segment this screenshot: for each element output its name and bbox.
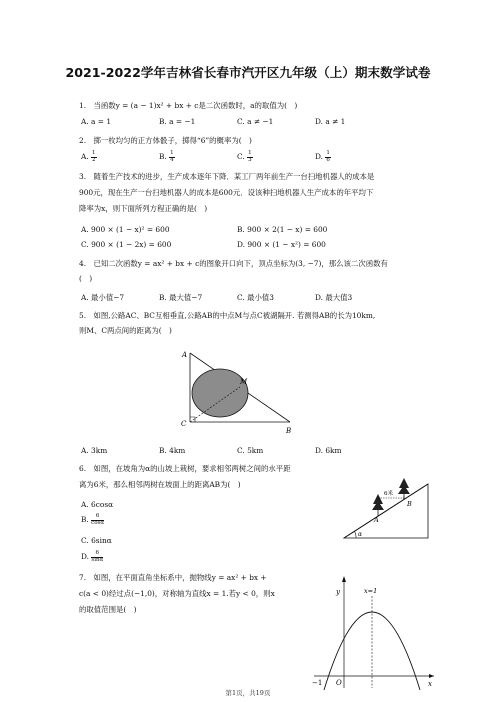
question-6-line: 离为6米，那么相邻两树在坡面上的距离AB为( ): [79, 480, 241, 489]
question-4: [79, 259, 474, 284]
fraction: $\frac{1}{3}$: [248, 150, 252, 163]
question-1-text: 1. 当函数y = (a − 1)x² + bx + c是二次函数时，a的取值为( ): [79, 101, 298, 110]
option-b: B. 最大值−7: [159, 293, 203, 302]
question-5-line: 5. 如图,公路AC、BC互相垂直,公路AB的中点M与点C被湖隔开. 若测得AB的长为10km,: [79, 311, 376, 320]
label-y: y: [336, 588, 340, 596]
question-7-line: c(a < 0)经过点(−1,0)，对称轴为直线x = 1.若y < 0，则x: [79, 589, 275, 598]
label-c: C: [181, 420, 187, 428]
fraction: $\frac{1}{6}$: [326, 150, 330, 163]
question-3-options-row-2: [81, 240, 393, 250]
option-a: A. 3km: [81, 446, 108, 455]
question-6-figure: [340, 466, 430, 542]
question-6: [79, 464, 359, 490]
question-6-option-d: D. $\frac{6}{\sin\alpha}$: [81, 550, 104, 563]
option-d: D. a ≠ 1: [315, 117, 346, 126]
question-4-options: [81, 293, 393, 303]
lake: [192, 369, 248, 417]
question-3-options-row-1: [81, 225, 393, 235]
label-b: B: [407, 500, 412, 508]
question-7: [79, 573, 329, 615]
question-6-option-c: C. 6sinα: [81, 536, 112, 545]
option-a: A. 最小值−7: [81, 293, 125, 302]
question-6-option-b: B. $\frac{6}{\cos\alpha}$: [81, 513, 105, 526]
page-title: 2021-2022学年吉林省长春市汽开区九年级（上）期末数学试卷: [65, 65, 431, 80]
question-5-line: 则M、C两点间的距离为( ): [79, 326, 172, 335]
question-5-options: [81, 446, 393, 456]
fraction: $\frac{1}{2}$: [92, 150, 96, 163]
option-d: D. 最大值3: [315, 293, 353, 302]
label-neg1: −1: [312, 679, 323, 687]
option-c: C. 最小值3: [237, 293, 274, 302]
option-a: A. $\frac{1}{2}$: [81, 150, 96, 163]
label-alpha: α: [358, 531, 363, 538]
option-c: C. 5km: [237, 446, 264, 455]
label-axis: x=1: [364, 587, 378, 595]
label-m: M: [240, 378, 248, 386]
option-c: C. $\frac{1}{3}$: [237, 150, 252, 163]
label-origin: O: [336, 679, 342, 687]
question-3-line: 900元，现在生产一台扫地机器人的成本是600元．设该种扫地机器人生产成本的年平均下: [79, 188, 374, 197]
option-b: B. $\frac{1}{4}$: [159, 150, 174, 163]
question-6-line: 6. 如图，在坡角为α的山坡上栽树，要求相邻两树之间的水平距: [79, 464, 291, 473]
question-1-options: [81, 117, 393, 127]
label-x: x: [428, 680, 432, 688]
question-7-line: 的取值范围是( ): [79, 605, 137, 614]
option-c: C. a ≠ −1: [237, 117, 274, 126]
label-b: B: [286, 427, 292, 435]
question-3-line: 3. 随着生产技术的进步，生产成本逐年下降．某工厂两年前生产一台扫地机器人的成本是: [79, 172, 375, 181]
question-2-options: [81, 151, 393, 163]
question-2-text: 2. 掷一枚均匀的正方体骰子，掷得“6”的概率为( ): [79, 136, 252, 145]
question-6-option-a: A. 6cosα: [81, 500, 114, 509]
fraction: $\frac{6}{\sin\alpha}$: [91, 550, 104, 563]
label-a: A: [374, 516, 379, 524]
page-footer: 第1页，共19页: [225, 689, 271, 697]
label-distance: 6米: [384, 491, 393, 497]
option-a: A. 900 × (1 − x)² = 600: [81, 225, 170, 234]
option-d: D. 6km: [315, 446, 342, 455]
question-7-figure: [310, 572, 438, 690]
question-7-line: 7. 如图，在平面直角坐标系中，抛物线y = ax² + bx +: [79, 573, 267, 582]
option-b: B. a = −1: [159, 117, 196, 126]
option-a: A. a = 1: [81, 117, 112, 126]
question-3-line: 降率为x，则下面所列方程正确的是( ): [79, 204, 208, 213]
fraction: $\frac{6}{\cos\alpha}$: [91, 513, 105, 526]
question-4-line: ( ): [79, 274, 93, 283]
option-b: B. 4km: [159, 446, 186, 455]
question-5-figure: [178, 345, 303, 437]
question-4-line: 4. 已知二次函数y = ax² + bx + c的图象开口向下，顶点坐标为(3, −7)，那么该二次函数有: [79, 259, 388, 268]
option-c: C. 900 × (1 − 2x) = 600: [81, 240, 172, 249]
label-a: A: [182, 351, 188, 359]
option-d: D. $\frac{1}{6}$: [315, 150, 330, 163]
question-3: [79, 172, 469, 214]
question-1: [79, 101, 459, 111]
option-d: D. 900 × (1 − x²) = 600: [237, 240, 326, 249]
option-b: B. 900 × 2(1 − x) = 600: [237, 225, 328, 234]
fraction: $\frac{1}{4}$: [170, 150, 174, 163]
question-5: [79, 311, 474, 336]
